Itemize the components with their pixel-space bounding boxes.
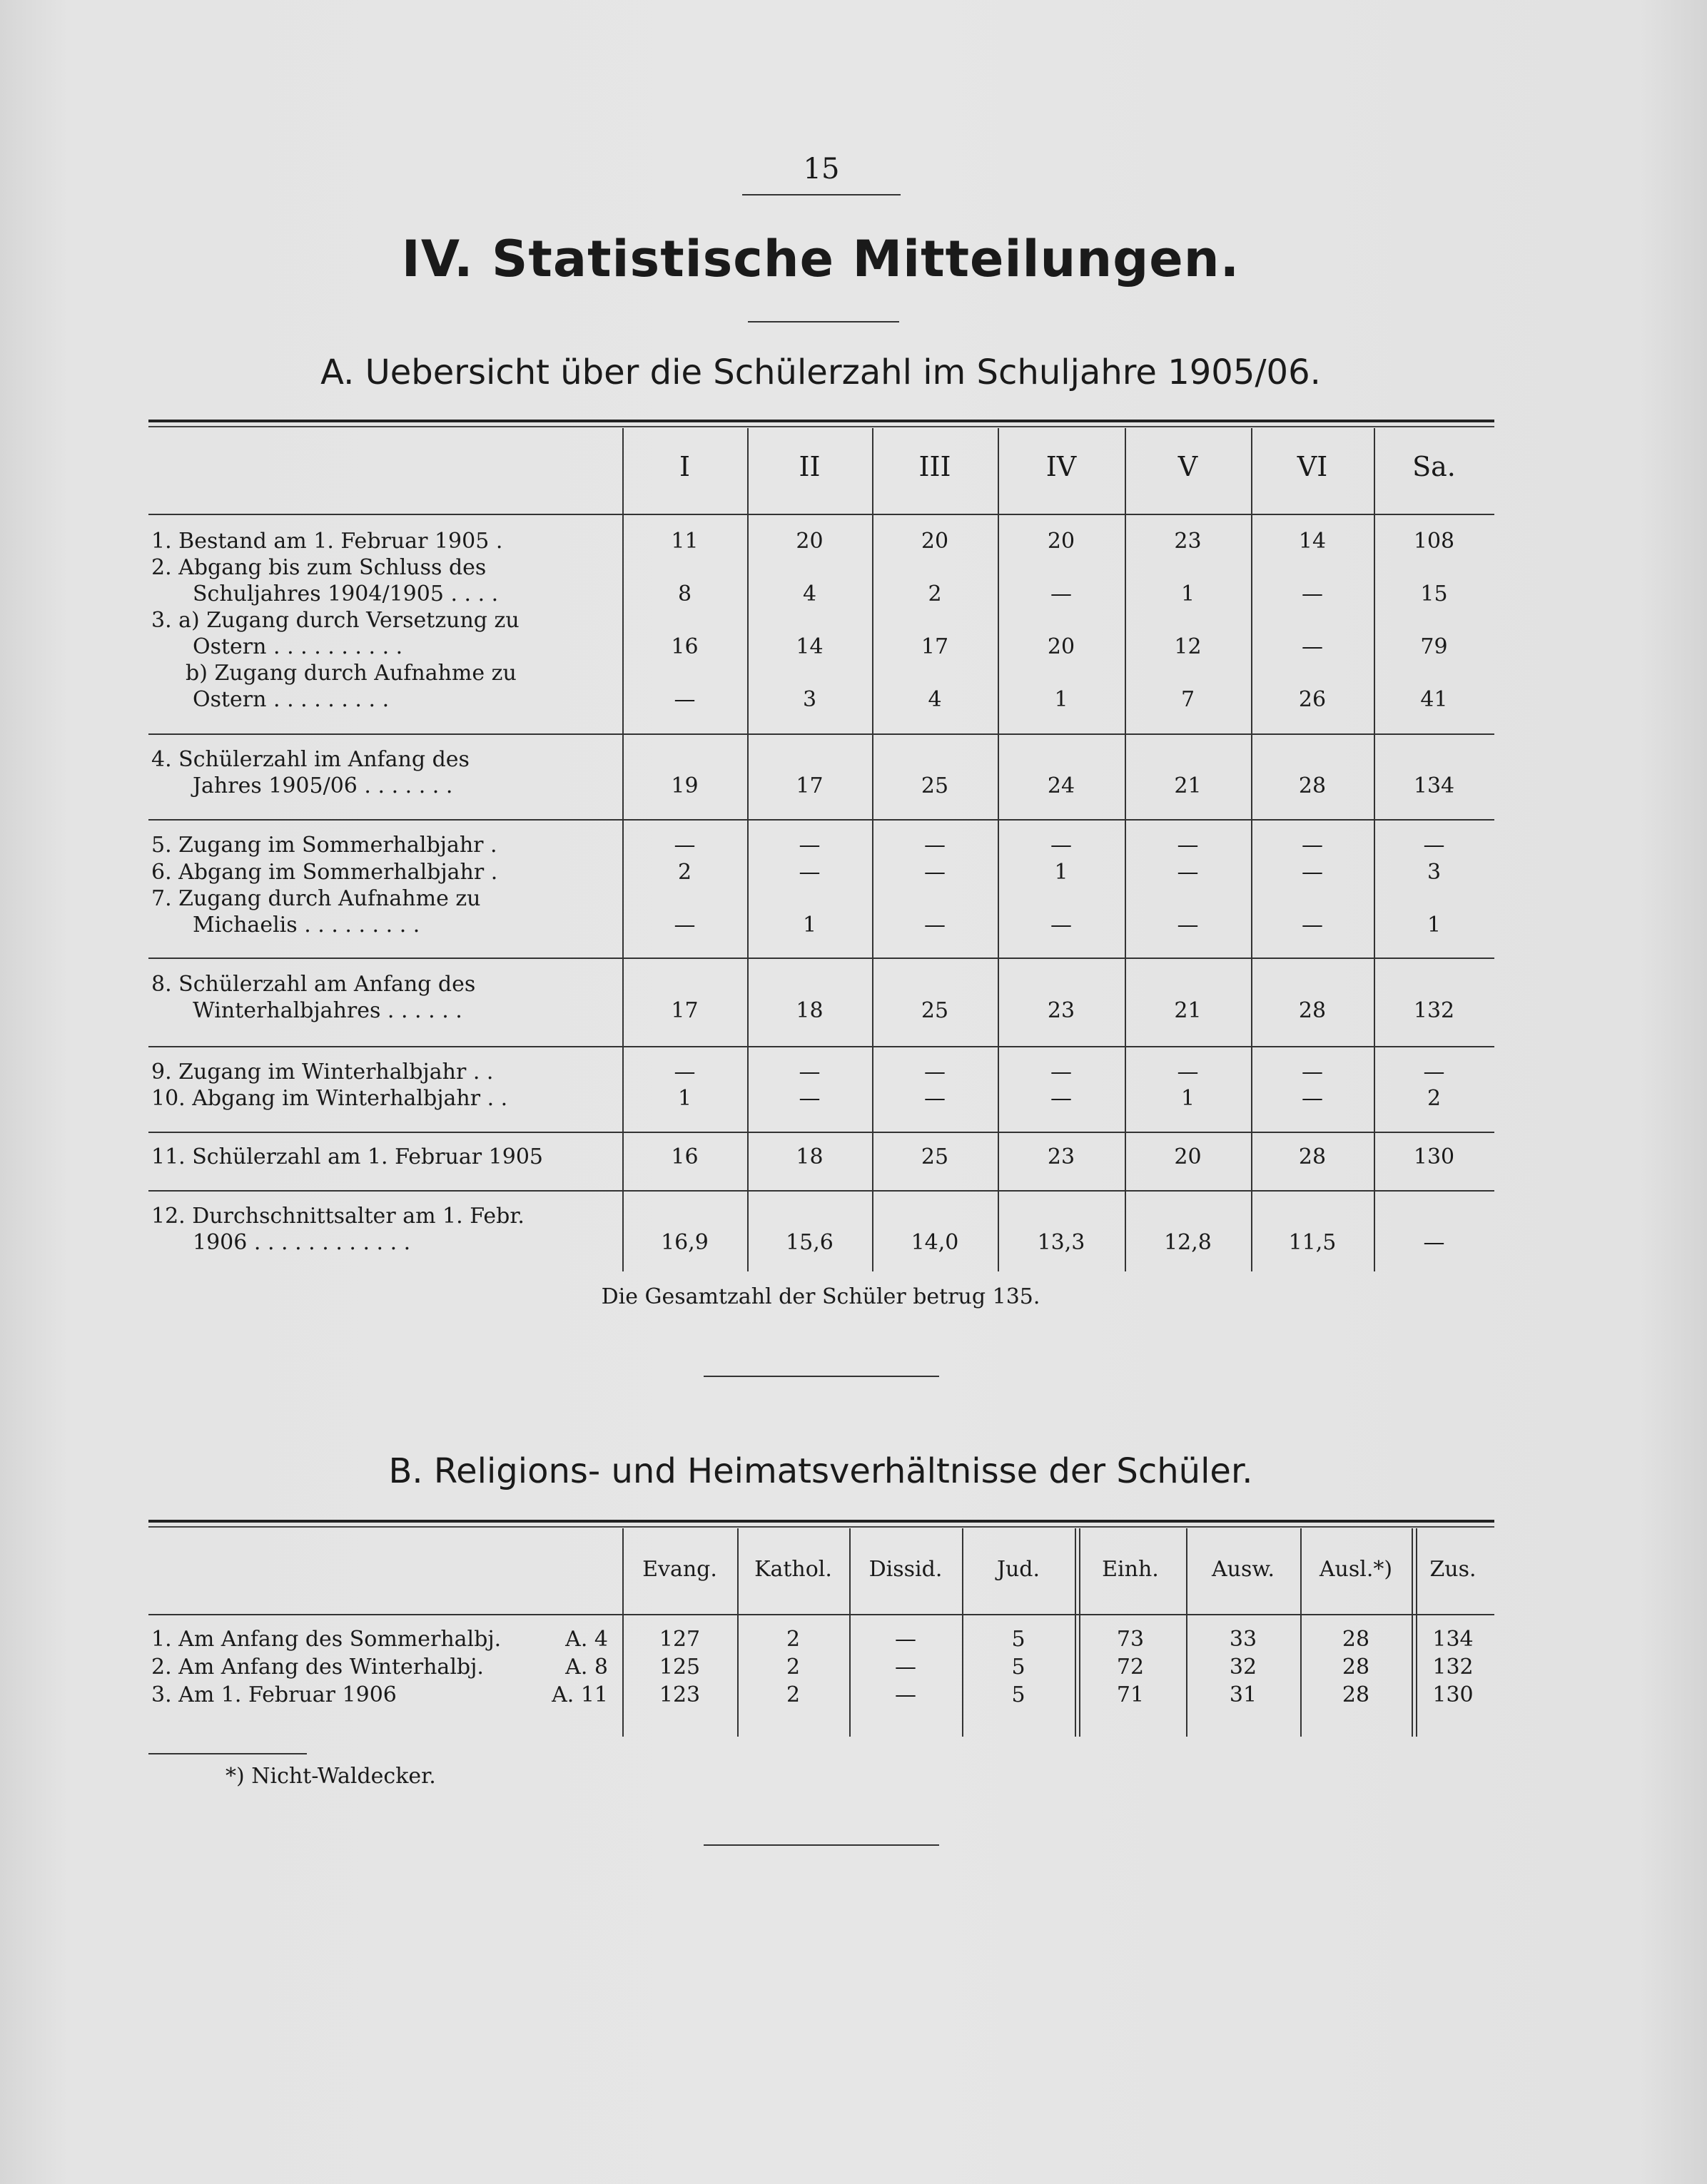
table-cell: 3 xyxy=(802,687,817,712)
page-number-rule xyxy=(742,194,901,195)
row-label: Jahres 1905/06 . . . . . . . xyxy=(193,773,453,798)
table-cell: 28 xyxy=(1342,1627,1370,1652)
column-header: IV xyxy=(1045,451,1077,482)
table-b-top-rule xyxy=(148,1520,1494,1528)
table-cell: 16 xyxy=(671,1144,699,1169)
table-cell: 72 xyxy=(1116,1655,1145,1680)
table-cell: 127 xyxy=(659,1627,701,1652)
row-label: Ostern . . . . . . . . . . xyxy=(193,634,403,659)
table-cell: — xyxy=(1050,1060,1072,1085)
row-reference: A. 8 xyxy=(565,1655,608,1680)
section-a-heading: A. Uebersicht über die Schülerzahl im Schuljahre 1905/06. xyxy=(320,352,1321,392)
table-cell: 18 xyxy=(796,998,824,1023)
table-cell: — xyxy=(1423,1230,1445,1255)
table-cell: 17 xyxy=(796,773,824,798)
table-cell: 25 xyxy=(921,1144,949,1169)
column-header: Einh. xyxy=(1102,1557,1159,1582)
column-header: Sa. xyxy=(1412,451,1456,482)
table-cell: 71 xyxy=(1116,1682,1145,1707)
table-cell: — xyxy=(1302,634,1323,659)
table-cell: 130 xyxy=(1432,1682,1474,1707)
table-cell: 26 xyxy=(1298,687,1327,712)
row-label: b) Zugang durch Aufnahme zu xyxy=(186,661,517,686)
table-cell: 4 xyxy=(928,687,942,712)
table-cell: — xyxy=(1050,913,1072,938)
table-cell: 12 xyxy=(1174,634,1202,659)
row-label: 1. Bestand am 1. Februar 1905 . xyxy=(151,529,503,554)
table-cell: 12,8 xyxy=(1164,1230,1212,1255)
table-cell: 11 xyxy=(671,529,699,554)
row-label: 2. Abgang bis zum Schluss des xyxy=(151,555,487,580)
column-header: Ausl.*) xyxy=(1319,1557,1393,1582)
table-cell: 8 xyxy=(677,581,692,606)
table-cell: — xyxy=(1050,1086,1072,1111)
table-cell: 14,0 xyxy=(911,1230,959,1255)
table-cell: — xyxy=(1177,833,1199,858)
row-label: Ostern . . . . . . . . . xyxy=(193,687,390,712)
table-cell: 73 xyxy=(1116,1627,1145,1652)
column-header: II xyxy=(799,451,821,482)
table-cell: 16 xyxy=(671,634,699,659)
table-cell: — xyxy=(924,1060,946,1085)
table-cell: — xyxy=(1302,833,1323,858)
table-cell: 132 xyxy=(1432,1655,1474,1680)
table-a-row-rule xyxy=(148,1046,1494,1047)
table-cell: — xyxy=(1050,581,1072,606)
table-cell: 20 xyxy=(1047,529,1075,554)
table-cell: 2 xyxy=(1427,1086,1442,1111)
table-cell: 1 xyxy=(677,1086,692,1111)
table-cell: 24 xyxy=(1047,773,1075,798)
table-a-header-rule xyxy=(148,514,1494,515)
page-title: IV. Statistische Mitteilungen. xyxy=(401,230,1240,288)
table-cell: 17 xyxy=(671,998,699,1023)
table-cell: — xyxy=(799,860,821,885)
table-a-row-rule xyxy=(148,958,1494,959)
row-label: 3. Am 1. Februar 1906 xyxy=(151,1682,397,1707)
row-label: 7. Zugang durch Aufnahme zu xyxy=(151,886,481,911)
table-cell: 15 xyxy=(1420,581,1448,606)
table-cell: — xyxy=(924,1086,946,1111)
table-cell: 28 xyxy=(1342,1655,1370,1680)
total-note: Die Gesamtzahl der Schüler betrug 135. xyxy=(601,1284,1040,1309)
table-a-row-rule xyxy=(148,733,1494,735)
row-reference: A. 11 xyxy=(552,1682,608,1707)
table-cell: 1 xyxy=(1180,1086,1195,1111)
table-cell: 1 xyxy=(1054,687,1068,712)
table-cell: 5 xyxy=(1011,1682,1025,1707)
row-reference: A. 4 xyxy=(565,1627,608,1652)
table-cell: 13,3 xyxy=(1037,1230,1085,1255)
table-cell: 31 xyxy=(1229,1682,1257,1707)
table-cell: 28 xyxy=(1298,773,1327,798)
column-header: Evang. xyxy=(642,1557,717,1582)
table-cell: 14 xyxy=(1298,529,1327,554)
table-cell: — xyxy=(924,833,946,858)
table-cell: — xyxy=(1302,860,1323,885)
table-cell: 2 xyxy=(677,860,692,885)
table-cell: 1 xyxy=(802,913,817,938)
table-cell: — xyxy=(1302,1086,1323,1111)
table-a-row-rule xyxy=(148,1190,1494,1192)
column-header: Kathol. xyxy=(754,1557,832,1582)
table-cell: 23 xyxy=(1047,998,1075,1023)
column-header: VI xyxy=(1297,451,1328,482)
column-header: I xyxy=(679,451,690,482)
table-cell: 41 xyxy=(1420,687,1448,712)
table-a-row-rule xyxy=(148,1132,1494,1133)
row-label: 5. Zugang im Sommerhalbjahr . xyxy=(151,833,497,858)
table-cell: — xyxy=(1177,860,1199,885)
table-cell: 32 xyxy=(1229,1655,1257,1680)
table-cell: — xyxy=(674,833,696,858)
row-label: 9. Zugang im Winterhalbjahr . . xyxy=(151,1060,494,1085)
column-header: III xyxy=(918,451,951,482)
table-cell: 123 xyxy=(659,1682,701,1707)
table-cell: — xyxy=(1423,833,1445,858)
table-cell: 21 xyxy=(1174,998,1202,1023)
table-cell: 2 xyxy=(786,1627,801,1652)
table-cell: — xyxy=(1302,913,1323,938)
table-cell: 21 xyxy=(1174,773,1202,798)
table-cell: 2 xyxy=(928,581,942,606)
table-cell: 5 xyxy=(1011,1655,1025,1680)
table-cell: 130 xyxy=(1413,1144,1455,1169)
table-cell: — xyxy=(895,1682,916,1707)
table-cell: 19 xyxy=(671,773,699,798)
table-cell: — xyxy=(674,1060,696,1085)
table-cell: 125 xyxy=(659,1655,701,1680)
table-cell: 1 xyxy=(1180,581,1195,606)
table-cell: 33 xyxy=(1229,1627,1257,1652)
row-label: 4. Schülerzahl im Anfang des xyxy=(151,747,470,772)
table-cell: 134 xyxy=(1413,773,1455,798)
table-cell: 11,5 xyxy=(1288,1230,1337,1255)
table-cell: 17 xyxy=(921,634,949,659)
table-cell: — xyxy=(924,913,946,938)
table-cell: — xyxy=(895,1655,916,1680)
table-cell: — xyxy=(799,1060,821,1085)
table-cell: 28 xyxy=(1342,1682,1370,1707)
table-cell: 2 xyxy=(786,1682,801,1707)
table-cell: — xyxy=(1423,1060,1445,1085)
table-b-header-rule xyxy=(148,1614,1494,1615)
table-cell: 108 xyxy=(1413,529,1455,554)
table-cell: 134 xyxy=(1432,1627,1474,1652)
table-cell: 4 xyxy=(802,581,817,606)
row-label: 6. Abgang im Sommerhalbjahr . xyxy=(151,860,498,885)
table-a-row-rule xyxy=(148,819,1494,821)
table-cell: — xyxy=(895,1627,916,1652)
table-cell: — xyxy=(799,1086,821,1111)
title-rule xyxy=(748,321,899,322)
table-cell: — xyxy=(799,833,821,858)
table-cell: 132 xyxy=(1413,998,1455,1023)
row-label: Winterhalbjahres . . . . . . xyxy=(193,998,462,1023)
table-cell: 1 xyxy=(1427,913,1442,938)
row-label: 11. Schülerzahl am 1. Februar 1905 xyxy=(151,1144,544,1169)
table-cell: 16,9 xyxy=(661,1230,709,1255)
table-cell: 23 xyxy=(1047,1144,1075,1169)
table-cell: 1 xyxy=(1054,860,1068,885)
row-label: 3. a) Zugang durch Versetzung zu xyxy=(151,608,520,633)
table-cell: 28 xyxy=(1298,998,1327,1023)
table-cell: 20 xyxy=(1047,634,1075,659)
page-end-rule xyxy=(704,1844,939,1846)
column-header: Dissid. xyxy=(868,1557,943,1582)
section-a-end-rule xyxy=(704,1376,939,1377)
table-cell: — xyxy=(1050,833,1072,858)
table-cell: 23 xyxy=(1174,529,1202,554)
table-cell: — xyxy=(1302,1060,1323,1085)
footnote-rule xyxy=(148,1753,307,1754)
table-cell: 28 xyxy=(1298,1144,1327,1169)
table-cell: — xyxy=(674,687,696,712)
row-label: 10. Abgang im Winterhalbjahr . . xyxy=(151,1086,508,1111)
row-label: 1. Am Anfang des Sommerhalbj. xyxy=(151,1627,502,1652)
table-cell: 15,6 xyxy=(786,1230,834,1255)
table-cell: 25 xyxy=(921,998,949,1023)
row-label: Schuljahres 1904/1905 . . . . xyxy=(193,581,499,606)
column-header: Zus. xyxy=(1429,1557,1476,1582)
column-header: V xyxy=(1177,451,1198,482)
footnote: *) Nicht-Waldecker. xyxy=(226,1764,436,1789)
table-cell: 18 xyxy=(796,1144,824,1169)
table-cell: 3 xyxy=(1427,860,1442,885)
table-cell: 25 xyxy=(921,773,949,798)
column-header: Ausw. xyxy=(1211,1557,1275,1582)
table-a-top-rule xyxy=(148,420,1494,427)
table-cell: 14 xyxy=(796,634,824,659)
table-cell: 7 xyxy=(1180,687,1195,712)
page-number: 15 xyxy=(803,153,840,186)
table-cell: — xyxy=(674,913,696,938)
table-cell: 20 xyxy=(1174,1144,1202,1169)
row-label: 12. Durchschnittsalter am 1. Febr. xyxy=(151,1204,525,1229)
table-cell: 20 xyxy=(921,529,949,554)
row-label: 8. Schülerzahl am Anfang des xyxy=(151,972,476,997)
table-cell: — xyxy=(1302,581,1323,606)
section-b-heading: B. Religions- und Heimatsverhältnisse der Schüler. xyxy=(388,1451,1253,1491)
table-cell: 2 xyxy=(786,1655,801,1680)
row-label: 1906 . . . . . . . . . . . . xyxy=(193,1230,411,1255)
table-cell: — xyxy=(1177,1060,1199,1085)
table-cell: 5 xyxy=(1011,1627,1025,1652)
table-cell: — xyxy=(1177,913,1199,938)
table-cell: 20 xyxy=(796,529,824,554)
table-cell: 79 xyxy=(1420,634,1448,659)
table-cell: — xyxy=(924,860,946,885)
row-label: 2. Am Anfang des Winterhalbj. xyxy=(151,1655,484,1680)
row-label: Michaelis . . . . . . . . . xyxy=(193,913,420,938)
column-header: Jud. xyxy=(996,1557,1040,1582)
